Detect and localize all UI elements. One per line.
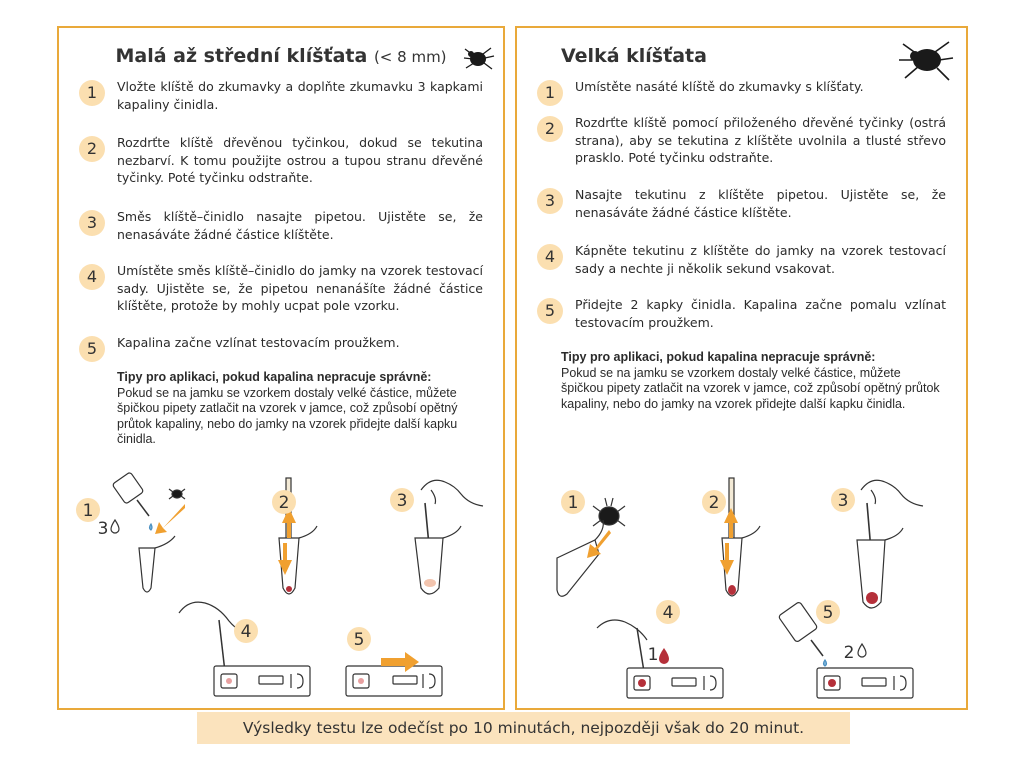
step-number-badge: 1 (79, 80, 105, 106)
right-illustrations (517, 28, 970, 712)
step-text: Směs klíště–činidlo nasajte pipetou. Ujistěte se, že nenasáváte žádné částice klíštěte. (117, 209, 483, 242)
step-text: Kapalina začne vzlínat testovacím proužkem. (117, 335, 400, 350)
panel-title: Malá až střední klíšťata (< 8 mm) (115, 45, 447, 67)
step-text: Umístěte nasáté klíště do zkumavky s klíšťaty. (575, 79, 864, 94)
tips-text: Pokud se na jamku se vzorkem dostaly velké částice, můžete špičkou pipety zatlačit na vzorek v jamce, což způsobí opětný průtok kapaliny, nebo do jamky na vzorek přidejte další kapku činidla. (117, 385, 458, 446)
tips-title: Tipy pro aplikaci, pokud kapalina nepracuje správně: (561, 350, 876, 364)
step-number-badge: 5 (537, 298, 563, 324)
stick-in-tube-illustration (722, 478, 760, 596)
tube-illustration-1 (139, 536, 175, 592)
illus-label-4: 4 (240, 622, 252, 642)
cassette-flow-illustration (346, 666, 442, 696)
step-number-badge: 3 (537, 188, 563, 214)
illus-label-3: 3 (837, 491, 849, 511)
illus-label-1: 1 (567, 493, 579, 513)
cassette-illustration (817, 668, 913, 698)
illus-label-2: 2 (278, 493, 290, 513)
step-text: Vložte klíště do zkumavky a doplňte zkumavku 3 kapkami kapaliny činidla. (117, 79, 483, 112)
results-footer: Výsledky testu lze odečíst po 10 minutách, nejpozději však do 20 minut. (197, 712, 850, 744)
step-text: Nasajte tekutinu z klíštěte pipetou. Ujistěte se, že nenasáváte žádné částice klíštěte. (575, 187, 946, 220)
arrow-icon (155, 504, 185, 534)
hand-pipette-cassette-illustration (179, 602, 310, 696)
step-text: Umístěte směs klíště–činidlo do jamky na vzorek testovací sady. Ujistěte se, že pipetou nenanášíte žádné částice klíštěte, protože by mohly ucpat pole vzorku. (117, 263, 483, 313)
step-number-badge: 4 (537, 244, 563, 270)
hand-pipette-illustration (415, 480, 483, 594)
drops-count: 3 (97, 519, 109, 539)
illus-label-5: 5 (353, 630, 365, 650)
illus-label-4: 4 (662, 603, 674, 623)
step-number-badge: 2 (79, 136, 105, 162)
drop-icon (111, 520, 119, 533)
step-text: Rozdrťte klíště pomocí přiloženého dřevěné tyčinky (ostrá strana), aby se tekutina z klíštěte uvolnila a tlusté střevo prasklo. Poté tyčinku odstraňte. (575, 115, 946, 165)
reagent-bottle-illustration (112, 472, 152, 530)
drops-count-5: 2 (843, 643, 855, 663)
illus-label-1: 1 (82, 501, 94, 521)
drop-icon (858, 644, 866, 657)
step-number-badge: 1 (537, 80, 563, 106)
illustration-labels (76, 488, 414, 651)
large-ticks-panel (515, 26, 968, 710)
tube-illustration-1 (557, 520, 603, 596)
tips-text: Pokud se na jamku se vzorkem dostaly velké částice, můžete špičkou pipety zatlačit na vzorek v jamce, což způsobí opětný průtok kapaliny, nebo do jamky na vzorek přidejte další kapku činidla. (561, 365, 940, 411)
step-number-badge: 4 (79, 264, 105, 290)
small-ticks-panel (57, 26, 505, 710)
illus-label-5: 5 (822, 603, 834, 623)
blood-drop-icon (659, 648, 669, 664)
arrow-up-icon (724, 508, 738, 538)
tick-illustration (593, 498, 625, 526)
illus-label-3: 3 (396, 491, 408, 511)
tips-title: Tipy pro aplikaci, pokud kapalina nepracuje správně: (117, 370, 432, 384)
step-text: Přidejte 2 kapky činidla. Kapalina začne pomalu vzlínat testovacím proužkem. (575, 297, 946, 330)
step-number-badge: 5 (79, 336, 105, 362)
tick-illustration (169, 489, 185, 499)
step-text: Kápněte tekutinu z klíštěte do jamky na vzorek testovací sady a nechte ji několik sekund vsakovat. (575, 243, 946, 276)
step-number-badge: 3 (79, 210, 105, 236)
illus-label-2: 2 (708, 493, 720, 513)
step-text: Rozdrťte klíště dřevěnou tyčinkou, dokud se tekutina nezbarví. K tomu použijte ostrou a tupou stranu dřevěné tyčinky. Poté tyčinku odstraňte. (117, 135, 483, 185)
drops-count-4: 1 (647, 645, 659, 665)
step-number-badge: 2 (537, 116, 563, 142)
panel-title: Velká klíšťata (561, 45, 707, 67)
left-illustrations (59, 28, 507, 712)
hand-pipette-illustration (857, 480, 923, 608)
